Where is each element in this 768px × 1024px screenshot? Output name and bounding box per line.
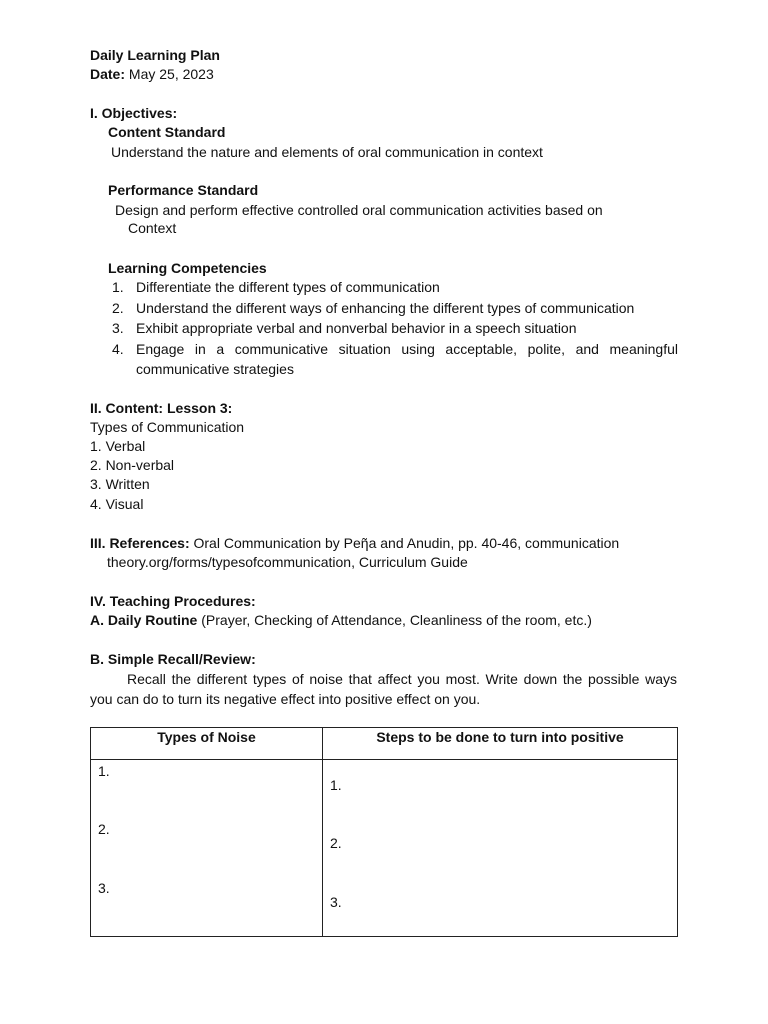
cell-number: 1. (330, 777, 342, 793)
learning-competencies-heading: Learning Competencies (108, 260, 267, 276)
content-item: 3. Written (90, 476, 150, 492)
list-item: 4. Engage in a communicative situation using acceptable, polite, and meaningful communicative strategies (112, 340, 678, 377)
content-standard-text: Understand the nature and elements of oral communication in context (111, 144, 543, 160)
references-text-cont: theory.org/forms/typesofcommunication, Curriculum Guide (107, 554, 468, 570)
performance-standard-heading: Performance Standard (108, 182, 259, 198)
list-item: 3. Exhibit appropriate verbal and nonverbal behavior in a speech situation (112, 320, 577, 336)
table-row (91, 760, 678, 937)
daily-routine-text: (Prayer, Checking of Attendance, Cleanliness of the room, etc.) (201, 612, 592, 628)
procedures-heading: IV. Teaching Procedures: (90, 593, 256, 609)
cell-number: 2. (330, 835, 342, 851)
cell-number: 3. (98, 880, 110, 896)
objectives-heading: I. Objectives: (90, 105, 178, 121)
table-header-row (91, 728, 678, 760)
performance-standard-text: Design and perform effective controlled oral communication activities based on (115, 202, 603, 218)
document-title: Daily Learning Plan (90, 47, 220, 63)
content-item: 4. Visual (90, 496, 144, 512)
content-item: 1. Verbal (90, 438, 146, 454)
date-line (90, 65, 214, 84)
competencies-list (108, 277, 678, 379)
cell-number: 1. (98, 763, 110, 779)
date-value: May 25, 2023 (128, 66, 214, 82)
content-standard-heading: Content Standard (108, 124, 226, 140)
recall-heading: B. Simple Recall/Review: (90, 651, 256, 667)
cell-number: 2. (98, 821, 110, 837)
daily-routine-label: A. Daily Routine (90, 612, 198, 628)
steps-cell[interactable] (323, 760, 678, 937)
noise-table (90, 727, 678, 937)
content-subtitle: Types of Communication (90, 419, 245, 435)
daily-routine-line (90, 611, 592, 630)
references-line (90, 534, 619, 553)
recall-instructions: Recall the different types of noise that affect you most. Write down the possible ways you can do to turn its negative effect into positive effect on you. (90, 671, 677, 707)
references-heading: III. References: (90, 535, 190, 551)
content-heading: II. Content: Lesson 3: (90, 400, 233, 416)
content-item: 2. Non-verbal (90, 457, 175, 473)
list-item: 2. Understand the different ways of enhancing the different types of communication (112, 299, 635, 316)
types-of-noise-cell[interactable] (91, 760, 323, 937)
references-text: Oral Communication by Peῆa and Anudin, pp. 40-46, communication (193, 535, 620, 551)
list-item: 1. Differentiate the different types of communication (112, 279, 440, 295)
date-label: Date: (90, 66, 126, 82)
cell-number: 3. (330, 894, 342, 910)
column-header-steps: Steps to be done to turn into positive (323, 728, 678, 760)
column-header-types-of-noise: Types of Noise (91, 728, 323, 760)
performance-standard-text-cont: Context (128, 220, 177, 236)
